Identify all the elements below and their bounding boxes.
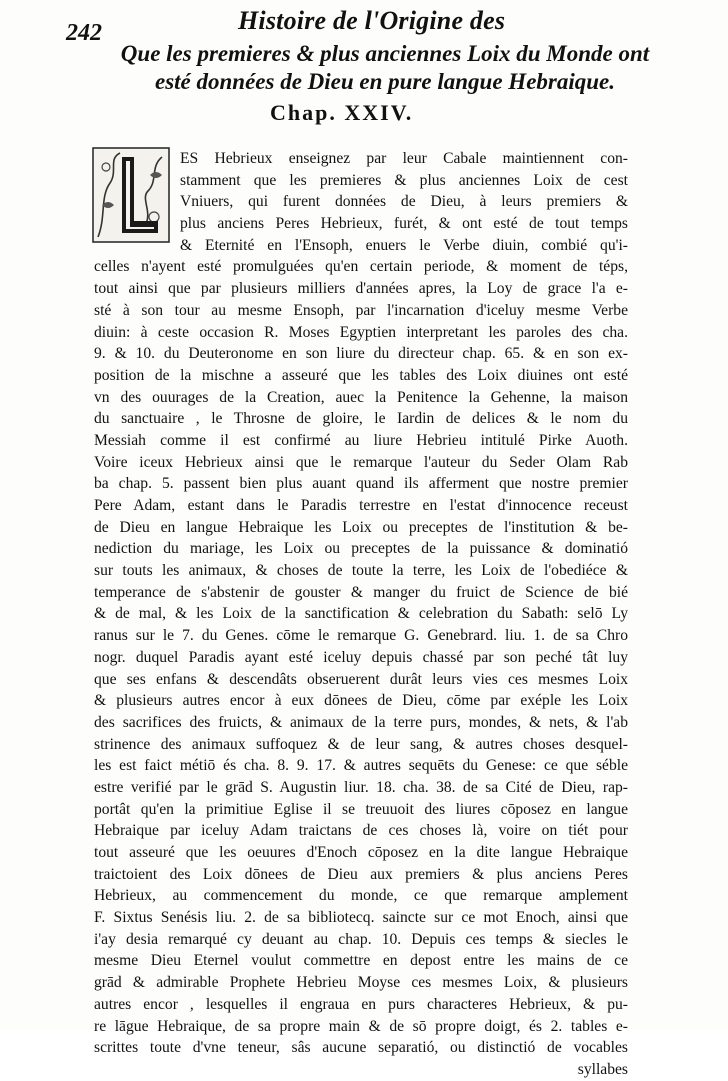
body-text bbox=[94, 148, 628, 1081]
text-line: celles n'ayent esté promulguées qu'en certain periode, & moment de téps, bbox=[94, 258, 628, 276]
text-line: Vniuers, qui furent données de Dieu, à leurs premiers & bbox=[180, 193, 628, 211]
chapter-number: Chap. XXIV. bbox=[270, 100, 414, 125]
text-line: du sanctuaire , le Throsne de gloire, le Iardin de delices & le nom du bbox=[94, 410, 628, 428]
text-line: i'ay desia remarqué cy deuant au chap. 10. Depuis ces temps & siecles le bbox=[94, 930, 628, 948]
text-line: ba chap. 5. passent bien plus auant quand ils afferment que nostre premier bbox=[94, 475, 628, 493]
text-line: portât qu'en la primitiue Eglise il se treuuoit des liures cōposez en langue bbox=[94, 800, 628, 818]
text-line: strinence des animaux suffoquez & de leur sang, & autres choses desquel- bbox=[94, 735, 628, 753]
text-line: sté à son tour au mesme Ensoph, par l'incarnation d'iceluy mesme Verbe bbox=[94, 301, 628, 319]
text-line: Hebraique par iceluy Adam traictans de ces choses là, voire on tiét pour bbox=[94, 822, 628, 840]
text-line: des sacrifices des fruicts, & animaux de la terre purs, mondes, & nets, & l'ab bbox=[94, 713, 628, 731]
chapter-title-line-2: esté données de Dieu en pure langue Hebraique. bbox=[155, 69, 615, 94]
text-line: estre verifié par le grād S. Augustin liur. 18. cha. 38. de sa Cité de Dieu, rap- bbox=[94, 778, 628, 796]
text-line: les est faict métiō és cha. 8. 9. 17. & autres sequēts du Genese: ce que séble bbox=[94, 757, 628, 775]
text-line: traictoient des Loix dōnees de Dieu aux premiers & plus anciens Peres bbox=[94, 865, 628, 883]
text-line: stamment que les premieres & plus anciennes Loix de cest bbox=[180, 171, 628, 189]
text-line: que ses enfans & descendâts obseruerent durât leurs vies ces mesmes Loix bbox=[94, 670, 628, 688]
chapter-title bbox=[100, 40, 670, 96]
text-line: diuin: à ceste occasion R. Moses Egyptien interpretant les paroles des cha. bbox=[94, 323, 628, 341]
chapter-title-line-1: Que les premieres & plus anciennes Loix du Monde ont bbox=[120, 41, 650, 66]
text-line: plus anciens Peres Hebrieux, furét, & ont esté de tout temps bbox=[180, 215, 628, 233]
text-line: Pere Adam, estant dans le Paradis terrestre en l'estat d'innocence receust bbox=[94, 497, 628, 514]
text-line: temperance de s'abstenir de gouster & manger du fruict de Science de bié bbox=[94, 583, 628, 601]
text-line: tout ainsi que par plusieurs milliers d'années apres, la Loy de grace l'a e- bbox=[94, 280, 628, 298]
text-line: vn des ouurages de la Creation, auec la Penitence la Gehenne, la maison bbox=[94, 388, 628, 406]
text-line: position de la mischne a asseuré que les tables des Loix diuines ont esté bbox=[94, 366, 628, 384]
text-line: de Dieu en langue Hebraique les Loix ou preceptes de l'institution & be- bbox=[94, 518, 628, 536]
text-line: mesme Dieu Eternel voulut commettre en depost entre les mains de ce bbox=[94, 952, 628, 970]
text-line: sur touts les animaux, & choses de toute la terre, les Loix de l'obediéce & bbox=[94, 562, 628, 580]
text-line: & de mal, & les Loix de la sanctification & celebration du Sabath: selō Ly bbox=[94, 605, 628, 623]
text-line: Hebrieux, au commencement du monde, ce que remarque amplement bbox=[94, 887, 628, 905]
text-line: F. Sixtus Senésis liu. 2. de sa bibliotecq. saincte sur ce mot Enoch, ainsi que bbox=[94, 909, 628, 927]
text-line: re lāgue Hebraique, de sa propre main & de sō propre doigt, és 2. tables e- bbox=[94, 1017, 628, 1035]
text-line: Voire iceux Hebrieux ainsi que le remarque l'auteur du Seder Olam Rab bbox=[94, 453, 628, 471]
text-line: ranus sur le 7. du Genes. cōme le remarque G. Genebrard. liu. 1. de sa Chro bbox=[94, 627, 628, 645]
text-line: tout asseuré que les oeuures d'Enoch cōposez en la dite langue Hebraique bbox=[94, 844, 628, 861]
text-line: & Eternité en l'Ensoph, enuers le Verbe diuin, combié qu'i- bbox=[180, 236, 628, 254]
text-line: 9. & 10. du Deuteronome en son liure du directeur chap. 65. & en son ex- bbox=[94, 345, 628, 363]
text-line: autres encor , lesquelles il engraua en purs characteres Hebrieux, & pu- bbox=[94, 995, 628, 1013]
running-head: Histoire de l'Origine des bbox=[238, 6, 506, 35]
text-line: Messiah comme il est confirmé au liure Hebrieu intitulé Pirke Auoth. bbox=[94, 431, 628, 449]
text-line: syllabes bbox=[577, 1060, 628, 1078]
text-line: nogr. duquel Paradis ayant esté iceluy depuis chassé par son peché tât luy bbox=[94, 648, 628, 666]
text-line: & plusieurs autres encor à eux dōnees de Dieu, cōme par exéple les Loix bbox=[94, 692, 628, 710]
page-number: 242 bbox=[66, 20, 102, 46]
text-line: nediction du mariage, les Loix ou preceptes de la puissance & dominatió bbox=[94, 540, 628, 558]
text-line: ES Hebrieux enseignez par leur Cabale maintiennent con- bbox=[180, 150, 628, 167]
text-line: scrittes toute d'vne teneur, sâs aucune separatió, ou distinctió de vocables bbox=[94, 1039, 628, 1057]
text-line: grād & admirable Prophete Hebrieu Moyse ces mesmes Loix, & plusieurs bbox=[94, 974, 628, 992]
